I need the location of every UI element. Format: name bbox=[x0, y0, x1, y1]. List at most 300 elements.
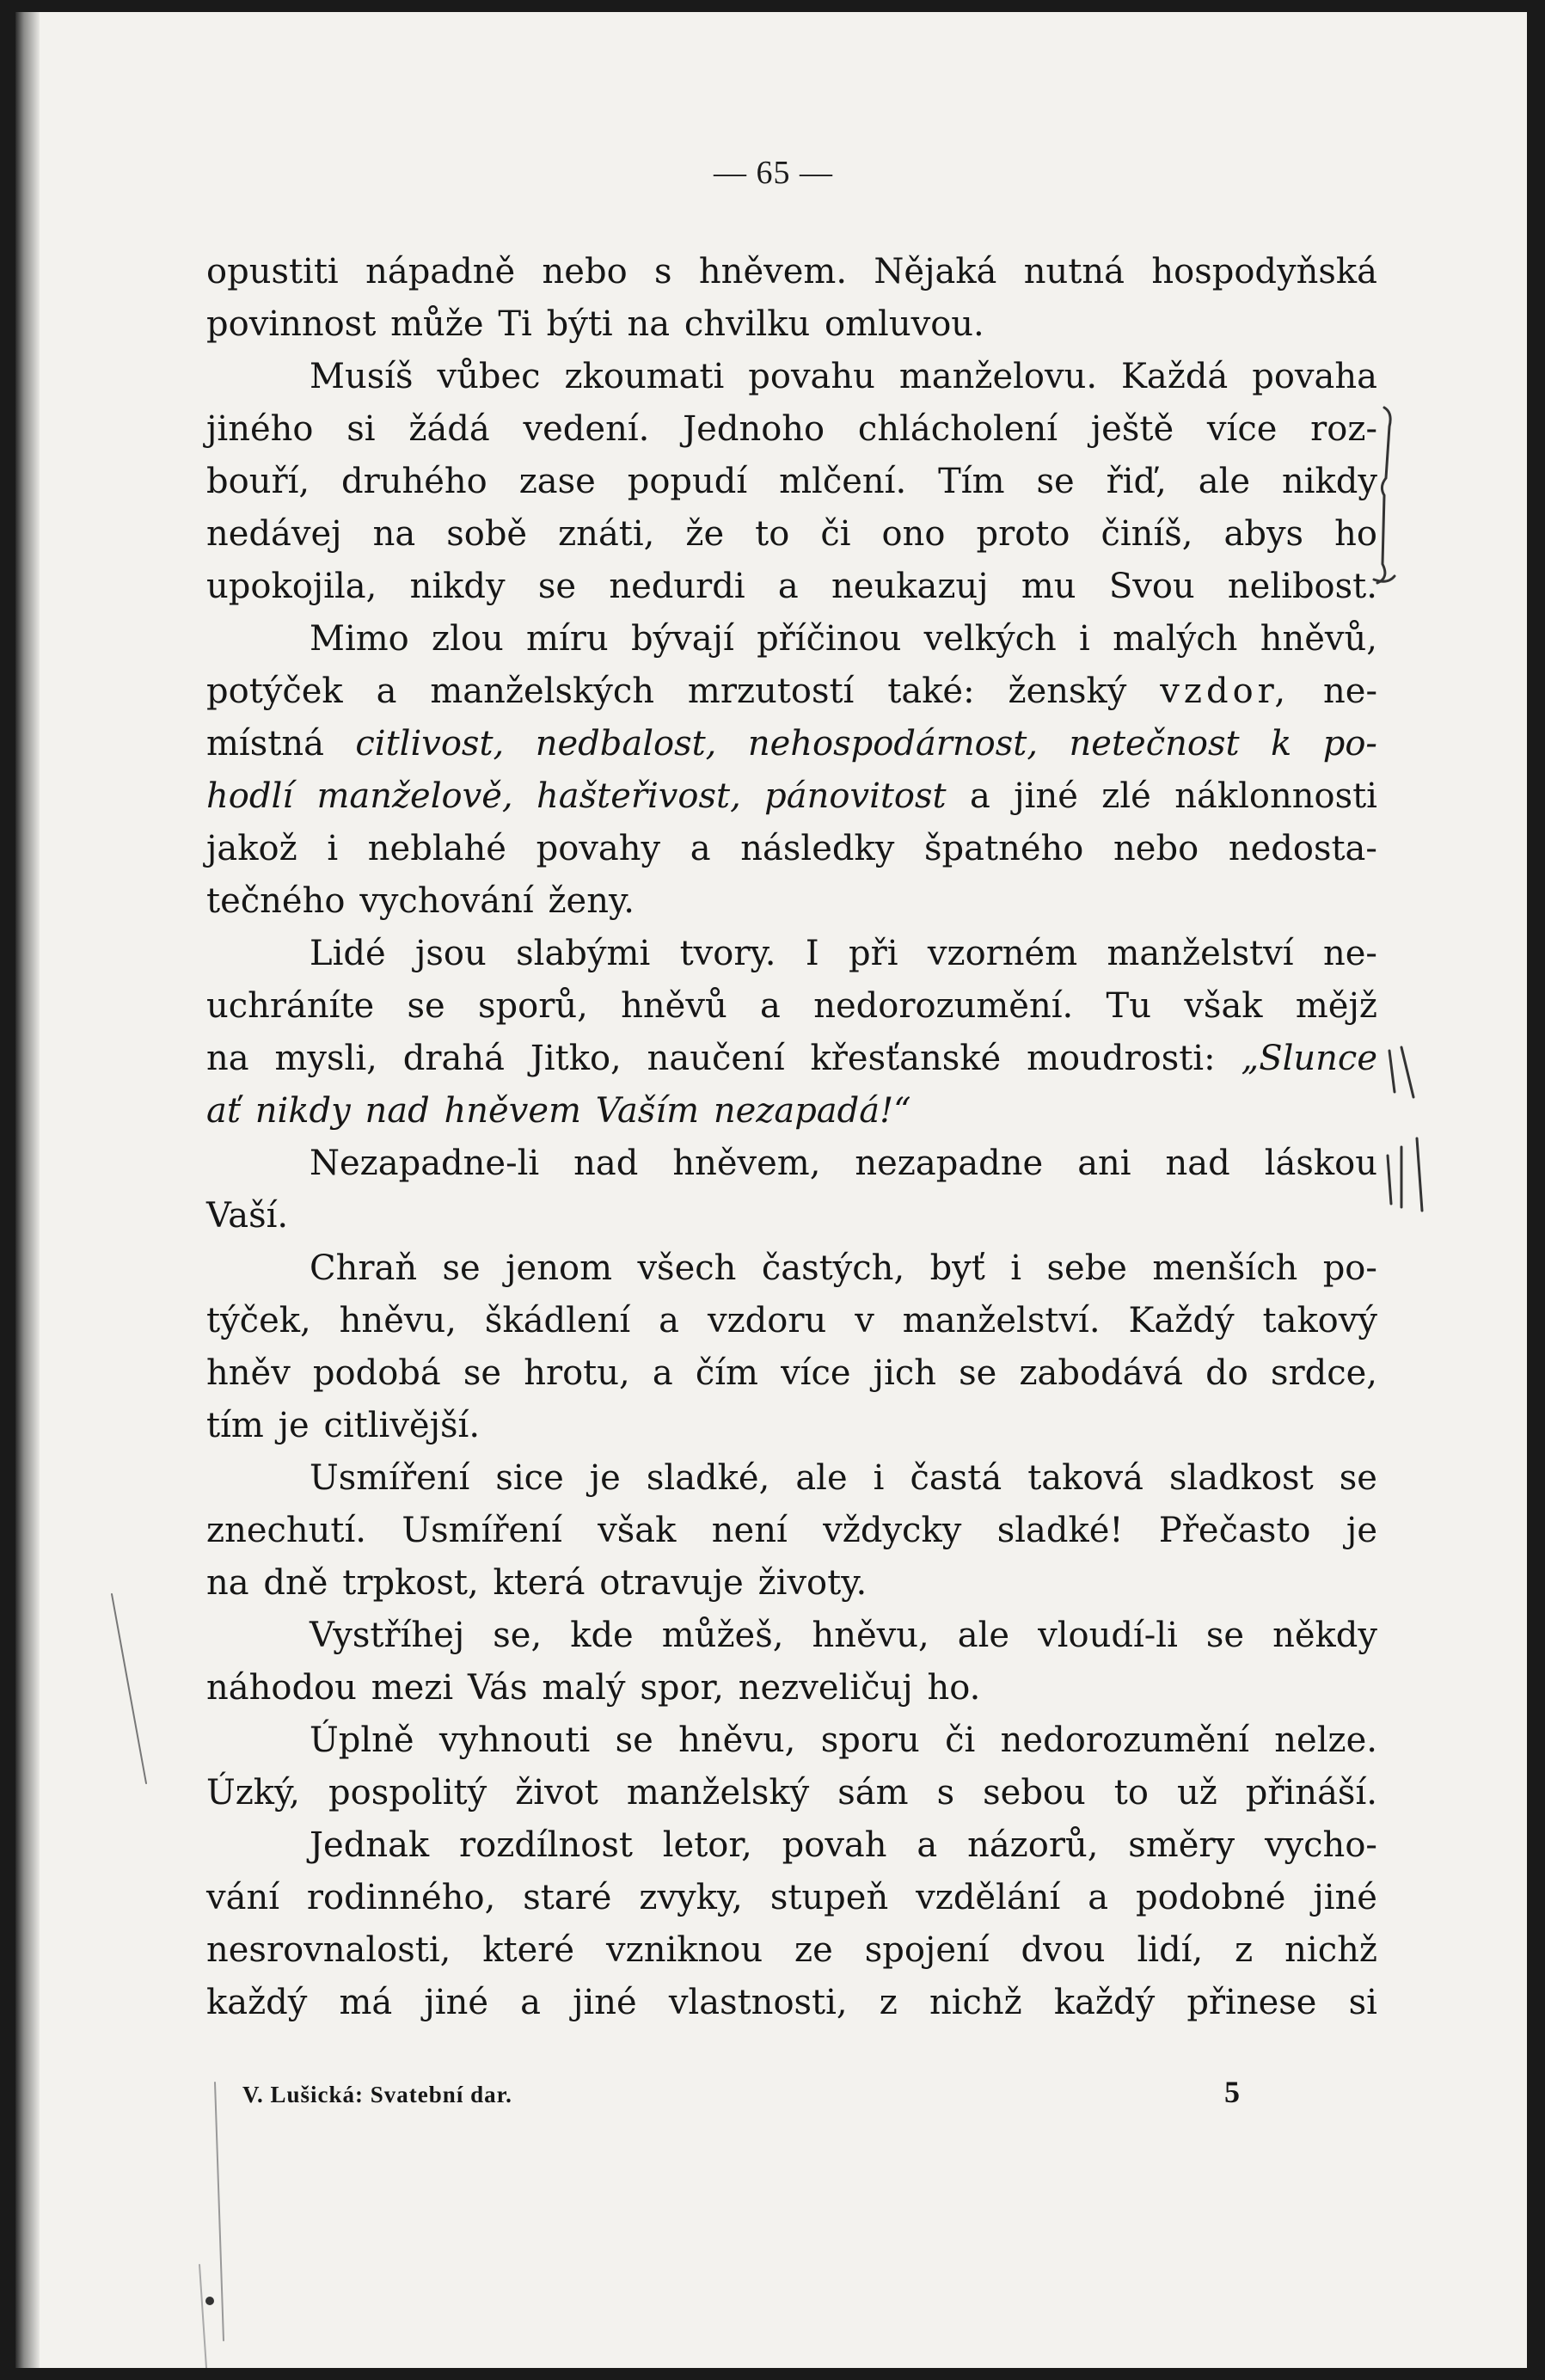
word: a bbox=[917, 1825, 938, 1865]
word: se bbox=[1036, 462, 1075, 501]
word: čím bbox=[695, 1353, 758, 1393]
word: vání bbox=[206, 1878, 279, 1917]
word: Úzký, bbox=[206, 1773, 301, 1813]
word: Vystříhej bbox=[310, 1616, 465, 1655]
word: staré bbox=[523, 1878, 612, 1917]
word: jiného bbox=[206, 409, 314, 449]
word: mrzutostí bbox=[687, 672, 855, 711]
word: přináší. bbox=[1245, 1773, 1377, 1813]
text-line bbox=[206, 403, 1377, 456]
text-line bbox=[206, 508, 1377, 561]
word: na bbox=[627, 304, 671, 344]
word: a bbox=[659, 1301, 679, 1340]
word: ještě bbox=[1090, 409, 1174, 449]
text-line bbox=[206, 1767, 1377, 1819]
word: náklonnosti bbox=[1174, 776, 1377, 816]
word: do bbox=[1205, 1353, 1248, 1393]
word: i bbox=[327, 829, 339, 868]
word: život bbox=[515, 1773, 598, 1813]
word: s bbox=[936, 1773, 955, 1813]
margin-slash-mark bbox=[1389, 1051, 1395, 1092]
word: vlastnosti, bbox=[668, 1983, 848, 2022]
word: a bbox=[652, 1353, 673, 1393]
word: rozdílnost bbox=[459, 1825, 633, 1865]
word: pospolitý bbox=[328, 1773, 487, 1813]
word: jiné bbox=[424, 1983, 489, 2022]
word: slabými bbox=[516, 934, 651, 973]
word: ženy. bbox=[548, 881, 635, 921]
text-line bbox=[206, 246, 1377, 298]
word: ono bbox=[881, 514, 946, 554]
word: si bbox=[346, 409, 376, 449]
word: mezi bbox=[371, 1668, 454, 1708]
word: místná bbox=[206, 724, 324, 764]
page-footer bbox=[242, 2074, 1240, 2110]
word: povahu bbox=[748, 357, 875, 396]
text-line bbox=[206, 980, 1377, 1033]
margin-faint-line bbox=[215, 2082, 224, 2340]
word: vedení. bbox=[523, 409, 650, 449]
word: trpkost, bbox=[342, 1563, 479, 1603]
word: druhého bbox=[341, 462, 487, 501]
word: v bbox=[855, 1301, 874, 1340]
word: tvory. bbox=[679, 934, 776, 973]
word: nesrovnalosti, bbox=[206, 1930, 451, 1970]
word: se bbox=[442, 1248, 481, 1288]
word: nedbalost, bbox=[535, 724, 717, 764]
word: povah bbox=[782, 1825, 887, 1865]
word: činíš, bbox=[1101, 514, 1193, 554]
word: nebo bbox=[542, 252, 628, 291]
text-line bbox=[206, 1347, 1377, 1400]
text-line bbox=[206, 1138, 1377, 1190]
word: menších bbox=[1152, 1248, 1298, 1288]
word: netečnost bbox=[1069, 724, 1240, 764]
word: Každá bbox=[1121, 357, 1229, 396]
word: všech bbox=[637, 1248, 737, 1288]
word: nikdy bbox=[409, 567, 506, 606]
word: přinese bbox=[1186, 1983, 1317, 2022]
word: popudí bbox=[627, 462, 748, 501]
text-line bbox=[206, 1557, 1377, 1610]
word: sebe bbox=[1046, 1248, 1127, 1288]
word: zkoumati bbox=[564, 357, 725, 396]
word: životy. bbox=[757, 1563, 868, 1603]
word: jiné bbox=[1313, 1878, 1377, 1917]
word: bývají bbox=[630, 619, 734, 659]
word: míru bbox=[526, 619, 609, 659]
word: láskou bbox=[1264, 1144, 1377, 1183]
margin-faint-line bbox=[112, 1594, 146, 1783]
margin-dot bbox=[205, 2297, 214, 2305]
word: které bbox=[482, 1930, 575, 1970]
word: se bbox=[959, 1353, 997, 1393]
word: názorů, bbox=[967, 1825, 1099, 1865]
word: nelibost. bbox=[1227, 567, 1377, 606]
word: Jednoho bbox=[683, 409, 825, 449]
word: se bbox=[615, 1721, 653, 1760]
word: velkých bbox=[923, 619, 1057, 659]
word: hospodyňská bbox=[1151, 252, 1377, 291]
word: je bbox=[589, 1458, 621, 1498]
word: mu bbox=[1021, 567, 1076, 606]
word: má bbox=[339, 1983, 393, 2022]
word: se bbox=[1339, 1458, 1377, 1498]
word: dně bbox=[263, 1563, 328, 1603]
word: manželově, bbox=[316, 776, 513, 816]
word: hněvem bbox=[444, 1091, 581, 1131]
word: Usmíření bbox=[402, 1511, 562, 1550]
word: z bbox=[1235, 1930, 1254, 1970]
margin-bracket-mark bbox=[1377, 408, 1390, 583]
word: a bbox=[970, 776, 990, 816]
word: či bbox=[945, 1721, 976, 1760]
word: manželství bbox=[1107, 934, 1294, 973]
book-page bbox=[15, 12, 1527, 2368]
text-line bbox=[206, 613, 1377, 666]
word: Ti bbox=[498, 304, 532, 344]
word: škádlení bbox=[484, 1301, 631, 1340]
word: nad bbox=[573, 1144, 639, 1183]
word: stupeň bbox=[769, 1878, 889, 1917]
word: jakož bbox=[206, 829, 297, 868]
word: je bbox=[278, 1406, 310, 1445]
margin-faint-line bbox=[199, 2265, 206, 2368]
word: upokojila, bbox=[206, 567, 377, 606]
word: Jitko, bbox=[530, 1039, 622, 1078]
word: mysli, bbox=[274, 1039, 377, 1078]
text-line bbox=[206, 1452, 1377, 1505]
word: chvilku bbox=[684, 304, 811, 344]
word: a bbox=[376, 672, 397, 711]
word: však bbox=[1184, 986, 1263, 1026]
text-line bbox=[206, 1872, 1377, 1924]
word: nikdy bbox=[254, 1091, 351, 1131]
word: hněvem, bbox=[672, 1144, 821, 1183]
word: Chraň bbox=[310, 1248, 418, 1288]
word: každý bbox=[206, 1983, 308, 2022]
word: tečného bbox=[206, 881, 346, 921]
word: abys bbox=[1223, 514, 1304, 554]
word: Nějaká bbox=[874, 252, 997, 291]
word: dvou bbox=[1021, 1930, 1106, 1970]
word: kde bbox=[570, 1616, 634, 1655]
word: nedávej bbox=[206, 514, 342, 554]
word: ale bbox=[1198, 462, 1251, 501]
word: a bbox=[777, 567, 799, 606]
word: podobné bbox=[1136, 1878, 1286, 1917]
word: i bbox=[1010, 1248, 1022, 1288]
word: Vaší. bbox=[206, 1196, 289, 1236]
word: byť bbox=[929, 1248, 985, 1288]
text-line bbox=[206, 1714, 1377, 1767]
word: „Slunce bbox=[1241, 1039, 1377, 1078]
word: vyhnouti bbox=[438, 1721, 591, 1760]
word: nedosta- bbox=[1228, 829, 1377, 868]
word: vzdor, bbox=[1160, 672, 1291, 711]
word: drahá bbox=[402, 1039, 505, 1078]
word: že bbox=[685, 514, 725, 554]
word: sobě bbox=[446, 514, 528, 554]
word: sporů, bbox=[478, 986, 588, 1026]
word: ženský bbox=[1008, 672, 1127, 711]
text-line bbox=[206, 1505, 1377, 1557]
word: lidí, bbox=[1137, 1930, 1204, 1970]
word: Každý bbox=[1128, 1301, 1235, 1340]
word: zase bbox=[518, 462, 596, 501]
text-line bbox=[206, 1242, 1377, 1295]
word: zvyky, bbox=[639, 1878, 743, 1917]
word: jiné bbox=[1014, 776, 1078, 816]
body-text bbox=[206, 246, 1377, 2029]
word: neukazuj bbox=[831, 567, 989, 606]
word: následky bbox=[740, 829, 895, 868]
word: nedorozumění bbox=[1000, 1721, 1249, 1760]
text-line bbox=[206, 718, 1377, 770]
word: Svou bbox=[1108, 567, 1195, 606]
word: proto bbox=[976, 514, 1070, 554]
word: nebo bbox=[1113, 829, 1199, 868]
word: však bbox=[598, 1511, 677, 1550]
text-line bbox=[206, 770, 1377, 823]
word: bouří, bbox=[206, 462, 310, 501]
word: se bbox=[537, 567, 577, 606]
word: sporu bbox=[820, 1721, 920, 1760]
word: nedurdi bbox=[609, 567, 745, 606]
margin-slash-mark bbox=[1417, 1138, 1422, 1211]
text-line bbox=[206, 1400, 1377, 1452]
word: může bbox=[390, 304, 484, 344]
word: manželský bbox=[626, 1773, 810, 1813]
word: a bbox=[1088, 1878, 1109, 1917]
word: nichž bbox=[1284, 1930, 1377, 1970]
text-line bbox=[206, 666, 1377, 718]
word: Nezapadne-li bbox=[310, 1144, 540, 1183]
word: podobá bbox=[312, 1353, 441, 1393]
word: vždycky bbox=[823, 1511, 962, 1550]
text-line bbox=[206, 561, 1377, 613]
word: hněvem. bbox=[698, 252, 848, 291]
word: sladkost bbox=[1168, 1458, 1314, 1498]
word: po- bbox=[1322, 1248, 1377, 1288]
word: srdce, bbox=[1270, 1353, 1377, 1393]
word: neblahé bbox=[367, 829, 506, 868]
word: pánovitost bbox=[764, 776, 947, 816]
word: vzdoru bbox=[707, 1301, 827, 1340]
word: taková bbox=[1027, 1458, 1143, 1498]
text-line bbox=[206, 1977, 1377, 2029]
word: spojení bbox=[864, 1930, 990, 1970]
word: vloudí-li bbox=[1038, 1616, 1178, 1655]
word: naučení bbox=[647, 1039, 785, 1078]
margin-slash-mark bbox=[1401, 1047, 1413, 1097]
text-line bbox=[206, 1610, 1377, 1662]
word: ani bbox=[1077, 1144, 1131, 1183]
word: hněvů, bbox=[1260, 619, 1377, 659]
word: nezapadá!“ bbox=[713, 1091, 911, 1131]
word: náhodou bbox=[206, 1668, 357, 1708]
word: hašteřivost, bbox=[536, 776, 741, 816]
word: řiď, bbox=[1106, 462, 1167, 501]
word: citlivost, bbox=[355, 724, 505, 764]
word: letor, bbox=[662, 1825, 752, 1865]
word: povahy bbox=[536, 829, 661, 868]
text-line bbox=[206, 1924, 1377, 1977]
word: z bbox=[879, 1983, 898, 2022]
word: se bbox=[463, 1353, 502, 1393]
word: Tu bbox=[1106, 986, 1151, 1026]
word: každý bbox=[1053, 1983, 1156, 2022]
word: nichž bbox=[929, 1983, 1022, 2022]
word: tím bbox=[206, 1406, 264, 1445]
word: roz- bbox=[1310, 409, 1377, 449]
text-line bbox=[206, 1085, 1377, 1138]
word: omluvou. bbox=[825, 304, 984, 344]
word: po- bbox=[1322, 724, 1377, 764]
word: Vaším bbox=[595, 1091, 700, 1131]
word: manželských bbox=[430, 672, 654, 711]
word: jiné bbox=[573, 1983, 637, 2022]
word: vycho- bbox=[1264, 1825, 1377, 1865]
word: Mimo bbox=[310, 619, 409, 659]
word: rodinného, bbox=[306, 1878, 496, 1917]
word: je bbox=[1346, 1511, 1377, 1550]
word: ne- bbox=[1322, 934, 1377, 973]
word: ho. bbox=[927, 1668, 981, 1708]
word: zlou bbox=[432, 619, 504, 659]
word: hodlí bbox=[206, 776, 294, 816]
page-number: — 65 — bbox=[714, 155, 833, 191]
word: ale bbox=[957, 1616, 1010, 1655]
text-line bbox=[206, 875, 1377, 928]
word: s bbox=[654, 252, 672, 291]
word: se, bbox=[493, 1616, 543, 1655]
text-line bbox=[206, 1819, 1377, 1872]
word: na bbox=[206, 1563, 249, 1603]
text-line bbox=[206, 456, 1377, 508]
word: to bbox=[755, 514, 790, 554]
word: hněvu, bbox=[339, 1301, 457, 1340]
word: nad bbox=[1165, 1144, 1230, 1183]
word: jsou bbox=[415, 934, 487, 973]
word: nelze. bbox=[1274, 1721, 1377, 1760]
word: citlivější. bbox=[323, 1406, 481, 1445]
word: či bbox=[820, 514, 851, 554]
word: vychování bbox=[359, 881, 534, 921]
word: častá bbox=[910, 1458, 1002, 1498]
word: takový bbox=[1262, 1301, 1377, 1340]
word: chlácholení bbox=[857, 409, 1058, 449]
word: povinnost bbox=[206, 304, 377, 344]
word: nutná bbox=[1023, 252, 1125, 291]
word: k bbox=[1271, 724, 1292, 764]
word: manželství. bbox=[902, 1301, 1101, 1340]
word: jenom bbox=[506, 1248, 613, 1288]
word: Přečasto bbox=[1158, 1511, 1311, 1550]
text-line bbox=[206, 1295, 1377, 1347]
word: vzorném bbox=[927, 934, 1078, 973]
word: znechutí. bbox=[206, 1511, 367, 1550]
word: malých bbox=[1113, 619, 1238, 659]
word: ať bbox=[206, 1091, 241, 1131]
word: ho bbox=[1334, 514, 1377, 554]
word: směry bbox=[1128, 1825, 1235, 1865]
word: můžeš, bbox=[661, 1616, 784, 1655]
word: povaha bbox=[1252, 357, 1377, 396]
word: na bbox=[372, 514, 416, 554]
word: spor, bbox=[640, 1668, 724, 1708]
word: sice bbox=[495, 1458, 564, 1498]
signature-label: V. Lušická: Svatební dar. bbox=[242, 2082, 512, 2107]
word: i bbox=[873, 1458, 885, 1498]
text-line bbox=[206, 1190, 1377, 1242]
word: to bbox=[1113, 1773, 1149, 1813]
word: příčinou bbox=[757, 619, 902, 659]
word: Vás bbox=[467, 1668, 528, 1708]
word: více bbox=[1206, 409, 1278, 449]
word: při bbox=[849, 934, 898, 973]
word: zabodává bbox=[1019, 1353, 1183, 1393]
word: zlé bbox=[1101, 776, 1151, 816]
word: nezveličuj bbox=[738, 1668, 913, 1708]
word: hněv bbox=[206, 1353, 291, 1393]
word: hněvů bbox=[621, 986, 727, 1026]
word: Musíš bbox=[310, 357, 414, 396]
word: nad bbox=[365, 1091, 430, 1131]
word: opustiti bbox=[206, 252, 339, 291]
word: jich bbox=[873, 1353, 937, 1393]
word: špatného bbox=[924, 829, 1084, 868]
word: ale bbox=[795, 1458, 848, 1498]
text-line bbox=[206, 1662, 1377, 1714]
word: častých, bbox=[761, 1248, 905, 1288]
word: a bbox=[690, 829, 711, 868]
word: sám bbox=[837, 1773, 909, 1813]
signature-number: 5 bbox=[1224, 2075, 1240, 2109]
word: si bbox=[1348, 1983, 1377, 2022]
word: I bbox=[805, 934, 819, 973]
margin-slash-mark bbox=[1388, 1156, 1391, 1204]
word: vzdělání bbox=[916, 1878, 1061, 1917]
word: nehospodárnost, bbox=[747, 724, 1039, 764]
word: na bbox=[206, 1039, 249, 1078]
word: křesťanské bbox=[810, 1039, 1002, 1078]
word: se bbox=[407, 986, 445, 1026]
word: nápadně bbox=[365, 252, 516, 291]
word: vzniknou bbox=[606, 1930, 763, 1970]
word: ze bbox=[794, 1930, 833, 1970]
word: Jednak bbox=[310, 1825, 430, 1865]
word: uchráníte bbox=[206, 986, 375, 1026]
spine-shadow bbox=[15, 12, 40, 2368]
word: nezapadne bbox=[855, 1144, 1044, 1183]
word: která bbox=[493, 1563, 586, 1603]
word: Tím bbox=[938, 462, 1005, 501]
word: hrotu, bbox=[524, 1353, 630, 1393]
text-line bbox=[206, 298, 1377, 351]
word: mějž bbox=[1295, 986, 1377, 1026]
word: vůbec bbox=[437, 357, 541, 396]
word: sladké! bbox=[996, 1511, 1124, 1550]
word: hněvu, bbox=[678, 1721, 796, 1760]
word: více bbox=[781, 1353, 851, 1393]
word: malý bbox=[542, 1668, 626, 1708]
word: sebou bbox=[983, 1773, 1086, 1813]
word: také: bbox=[887, 672, 975, 711]
word: žádá bbox=[408, 409, 490, 449]
word: manželovu. bbox=[898, 357, 1098, 396]
word: moudrosti: bbox=[1027, 1039, 1216, 1078]
